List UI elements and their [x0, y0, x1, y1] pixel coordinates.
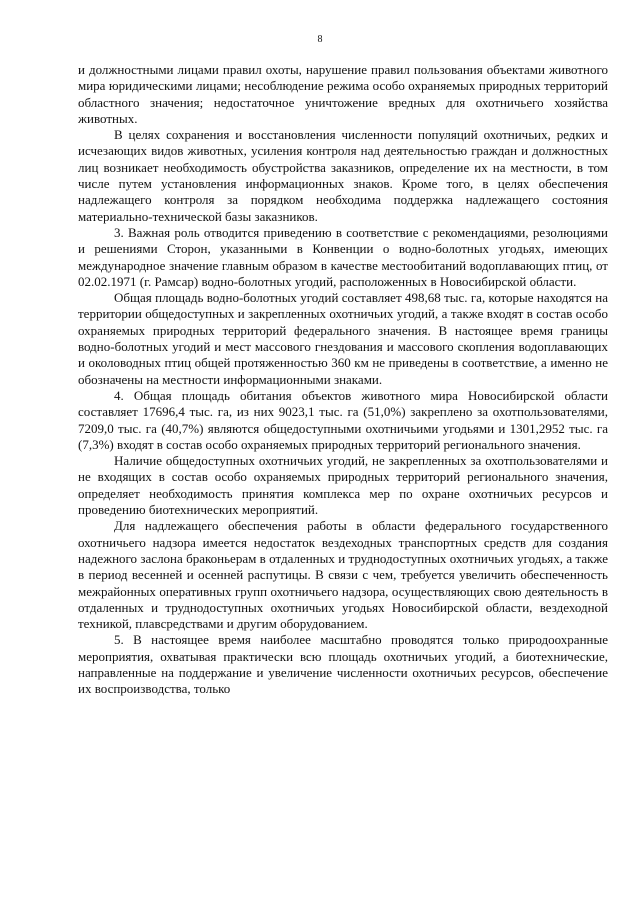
paragraph-hunting-supervision: Для надлежащего обеспечения работы в области федерального государственного охотничьего надзора имеется недостаток вездеходных транспортных средств для создания надежного заслона браконьерам в отдаленных и труднодоступных охотничьих угодьях, а также в период весенней и осенней распутицы. В связи с чем, требуется увеличить обеспеченность межрайонных оперативных групп охотничьего надзора, осуществляющих свою деятельность в отдаленных и труднодоступных охотничьих угодьях Новосибирской области, вездеходной техникой, плавсредствами и другим оборудованием. — [78, 518, 608, 632]
paragraph-continuation: и должностными лицами правил охоты, нарушение правил пользования объектами животного мира юридическими лицами; несоблюдение режима особо охраняемых природных территорий областного значения; недостаточное уничтожение вредных для охотничьего хозяйства животных. — [78, 62, 608, 126]
paragraph-wetlands-area: Общая площадь водно-болотных угодий составляет 498,68 тыс. га, которые находятся на территории общедоступных и закрепленных охотничьих угодий, а также входят в состав особо охраняемых природных территорий федерального значения. В настоящее время границы водно-болотных угодий и мест массового гнездования и массового скопления водоплавающих и околоводных птиц общей протяженностью 360 км не приведены в соответствие, а именно не обозначены на местности информационными знаками. — [78, 290, 608, 387]
paragraph-nature-reserves: В целях сохранения и восстановления численности популяций охотничьих, редких и исчезающих видов животных, усиления контроля над деятельностью граждан и должностных лиц возникает необходимость обустройства заказников, определение их на местности, в том числе путем установления информационных знаков. Кроме того, в целях обеспечения надлежащего контроля за порядком необходима поддержка надлежащего состояния материально-технической базы заказников. — [78, 127, 608, 224]
paragraph-item-4-habitat-area: 4. Общая площадь обитания объектов животного мира Новосибирской области составляет 17696,4 тыс. га, из них 9023,1 тыс. га (51,0%) закреплено за охотпользователями, 7209,0 тыс. га (40,7%) являются общедоступными охотничьими угодьями и 1301,2952 тыс. га (7,3%) входят в состав особо охраняемых природных территорий регионального значения. — [78, 387, 608, 452]
paragraph-item-3-ramsar: 3. Важная роль отводится приведению в соответствие с рекомендациями, резолюциями и решениями Сторон, указанными в Конвенции о водно-болотных угодьях, имеющих международное значение главным образом в качестве местообитаний водоплавающих птиц, от 02.02.1971 (г. Рамсар) водно-болотных угодий, расположенных в Новосибирской области. — [78, 224, 608, 289]
page-number: 8 — [317, 34, 323, 45]
paragraph-item-5-measures: 5. В настоящее время наиболее масштабно проводятся только природоохранные мероприятия, охватывая практически всю площадь охотничьих угодий, а биотехнические, направленные на поддержание и увеличение численности охотничьих ресурсов, обеспечение их воспроизводства, только — [78, 632, 608, 697]
document-body — [78, 62, 608, 698]
paragraph-public-hunting-grounds: Наличие общедоступных охотничьих угодий, не закрепленных за охотпользователями и не входящих в состав особо охраняемых природных территорий регионального значения, определяет необходимость принятия комплекса мер по охране охотничьих ресурсов и проведению биотехнических мероприятий. — [78, 453, 608, 518]
